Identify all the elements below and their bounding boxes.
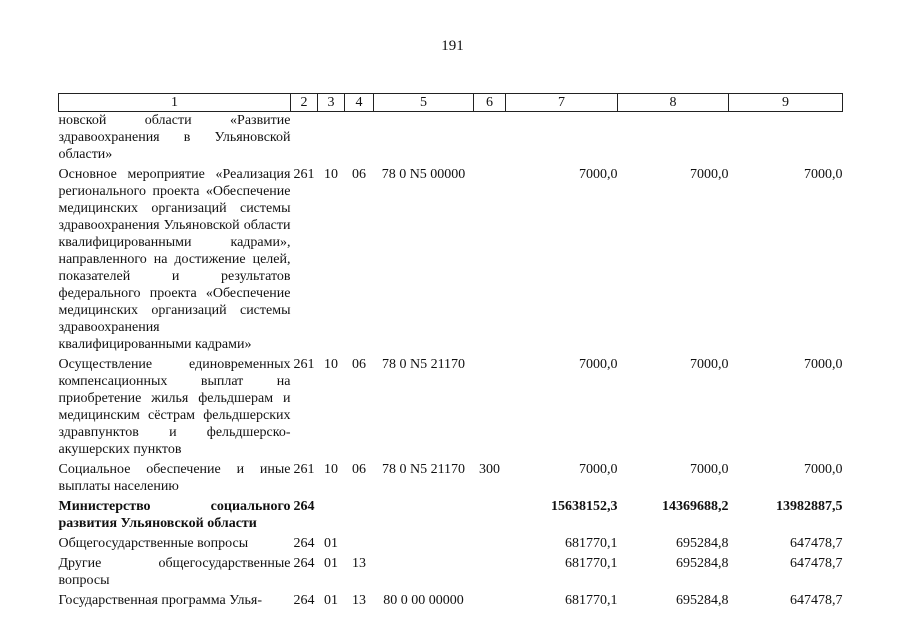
- cell-subsection: 13: [352, 593, 366, 608]
- cell-section: [318, 495, 345, 532]
- cell-expense-type: [474, 163, 506, 353]
- cell-amount-year2: 7000,0: [690, 167, 729, 182]
- cell-expense-type: 300: [479, 462, 500, 477]
- cell-target-article: 78 0 N5 21170: [381, 462, 466, 477]
- cell-amount-year3: 647478,7: [790, 556, 843, 571]
- table-row: [59, 353, 843, 458]
- cell-expense-type: [474, 532, 506, 552]
- cell-target-article: 80 0 00 00000: [383, 593, 464, 608]
- cell-amount-year3: 647478,7: [790, 593, 843, 608]
- cell-name: новской области «Развитие здравоохранения в Ульяновской области»: [58, 113, 291, 162]
- cell-ministry-code: 264: [293, 499, 315, 514]
- header-col-9: 9: [729, 94, 843, 112]
- cell-subsection: 06: [352, 167, 366, 182]
- cell-section: 01: [324, 556, 338, 571]
- cell-ministry-code: 264: [293, 593, 315, 608]
- cell-target-article: 78 0 N5 00000: [381, 167, 466, 182]
- cell-name: Государственная программа Улья-: [58, 593, 262, 608]
- cell-amount-year1: 681770,1: [565, 536, 618, 551]
- cell-name: Министерство социального развития Ульяновской области: [58, 499, 291, 531]
- cell-amount-year1: 681770,1: [565, 593, 618, 608]
- header-col-2: 2: [291, 94, 318, 112]
- table-row: [59, 532, 843, 552]
- cell-section: 10: [324, 462, 338, 477]
- cell-amount-year1: 7000,0: [579, 462, 618, 477]
- page-number: 191: [441, 38, 464, 54]
- table-row: [59, 552, 843, 589]
- header-col-6: 6: [474, 94, 506, 112]
- cell-target-article: [374, 532, 474, 552]
- cell-amount-year3: 7000,0: [804, 462, 843, 477]
- cell-section: 01: [324, 593, 338, 608]
- cell-section: [318, 112, 345, 164]
- cell-section: 10: [324, 167, 338, 182]
- cell-section: 10: [324, 357, 338, 372]
- header-col-1: 1: [59, 94, 291, 112]
- cell-name: Основное мероприятие «Реализация регионального проекта «Обеспечение медицинских организаций системы здравоохранения Ульяновской области квалифицированными кадрами», направленного на достижение целей, показателей и результатов федерального проекта «Обеспечение медицинских организаций системы здравоохранения квалифицированными кадрами»: [58, 167, 291, 352]
- column-number-header-row: [59, 94, 843, 112]
- table-row: [59, 163, 843, 353]
- cell-amount-year3: 7000,0: [804, 167, 843, 182]
- header-col-5: 5: [374, 94, 474, 112]
- header-col-7: 7: [506, 94, 618, 112]
- cell-amount-year1: [506, 112, 618, 164]
- cell-ministry-code: 261: [293, 357, 315, 372]
- cell-target-article: 78 0 N5 21170: [381, 357, 466, 372]
- cell-amount-year2: 7000,0: [690, 462, 729, 477]
- cell-subsection: 06: [352, 357, 366, 372]
- cell-amount-year2: 695284,8: [676, 593, 729, 608]
- cell-subsection: 06: [352, 462, 366, 477]
- cell-name: Осуществление единовременных компенсационных выплат на приобретение жилья фельдшерам и медицинским сёстрам фельдшерских здравпунктов и фельдшерско-акушерских пунктов: [58, 357, 291, 457]
- cell-subsection: [345, 112, 374, 164]
- cell-section: 01: [324, 536, 338, 551]
- cell-amount-year1: 681770,1: [565, 556, 618, 571]
- cell-amount-year2: 695284,8: [676, 536, 729, 551]
- cell-ministry-code: [291, 112, 318, 164]
- cell-ministry-code: 264: [293, 556, 315, 571]
- budget-table: [58, 93, 843, 609]
- cell-subsection: 13: [352, 556, 366, 571]
- cell-amount-year1: 7000,0: [579, 167, 618, 182]
- cell-expense-type: [474, 552, 506, 589]
- cell-amount-year2: 7000,0: [690, 357, 729, 372]
- cell-subsection: [345, 532, 374, 552]
- table-row: [59, 112, 843, 164]
- cell-amount-year2: 14369688,2: [662, 499, 729, 514]
- table-row: [59, 458, 843, 495]
- cell-expense-type: [474, 353, 506, 458]
- cell-amount-year2: [618, 112, 729, 164]
- cell-amount-year2: 695284,8: [676, 556, 729, 571]
- cell-expense-type: [474, 495, 506, 532]
- cell-expense-type: [474, 112, 506, 164]
- cell-name: Социальное обеспечение и иные выплаты населению: [58, 462, 291, 494]
- cell-target-article: [374, 552, 474, 589]
- table-row: [59, 495, 843, 532]
- header-col-4: 4: [345, 94, 374, 112]
- cell-subsection: [345, 495, 374, 532]
- cell-amount-year3: 13982887,5: [776, 499, 843, 514]
- cell-amount-year3: 7000,0: [804, 357, 843, 372]
- cell-name: Другие общегосударственные вопросы: [58, 556, 291, 588]
- table-body: [59, 112, 843, 610]
- cell-name: Общегосударственные вопросы: [58, 536, 249, 551]
- cell-amount-year3: 647478,7: [790, 536, 843, 551]
- table-row: [59, 589, 843, 609]
- cell-ministry-code: 264: [293, 536, 315, 551]
- cell-target-article: [374, 495, 474, 532]
- cell-amount-year1: 7000,0: [579, 357, 618, 372]
- cell-ministry-code: 261: [293, 167, 315, 182]
- cell-amount-year3: [729, 112, 843, 164]
- cell-amount-year1: 15638152,3: [551, 499, 618, 514]
- header-col-3: 3: [318, 94, 345, 112]
- cell-ministry-code: 261: [293, 462, 315, 477]
- cell-expense-type: [474, 589, 506, 609]
- header-col-8: 8: [618, 94, 729, 112]
- cell-target-article: [374, 112, 474, 164]
